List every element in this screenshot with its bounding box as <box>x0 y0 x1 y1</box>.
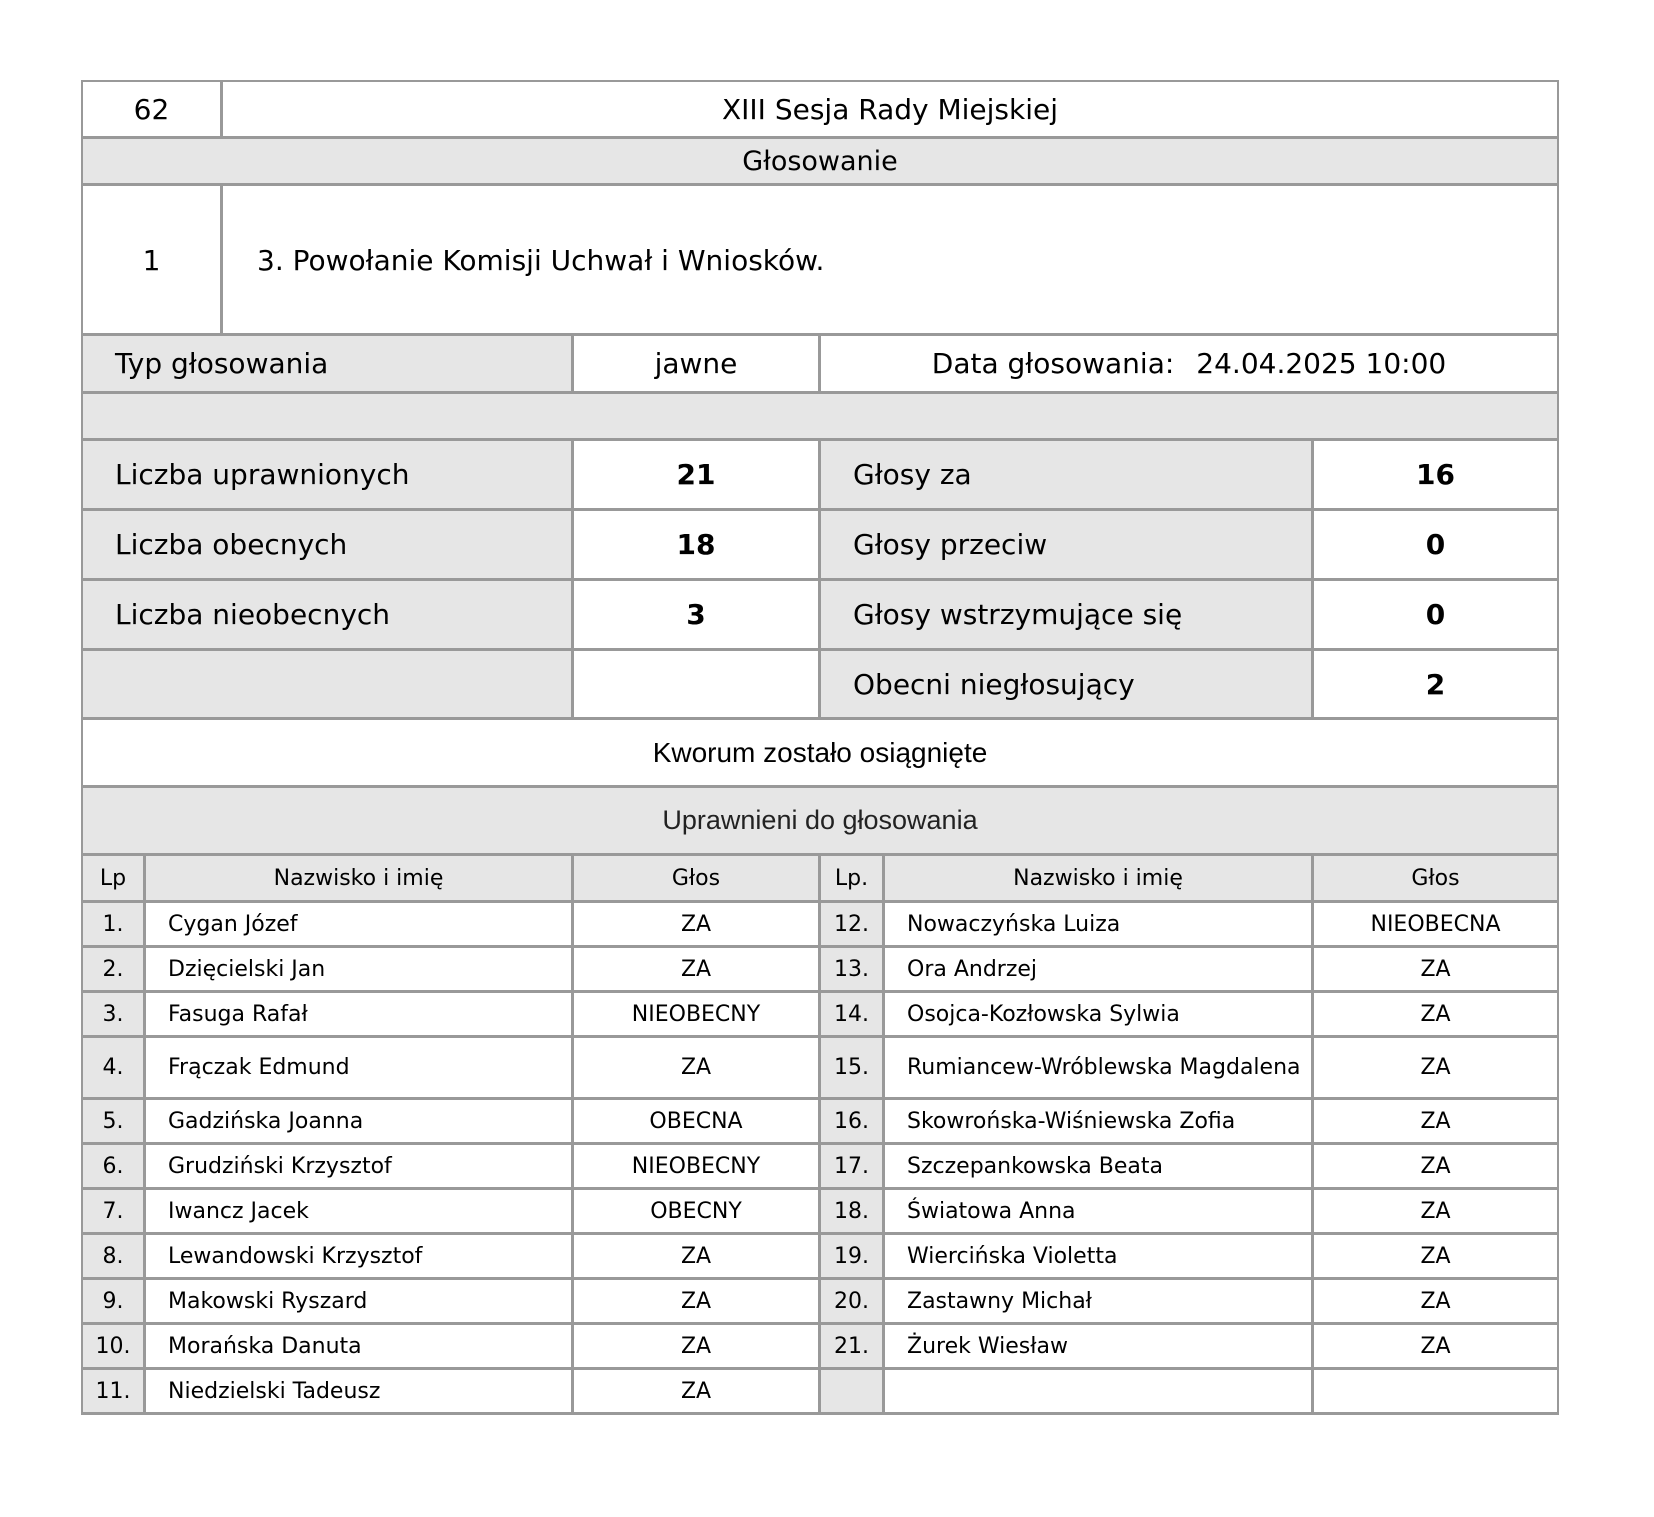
column-name-right: Nazwisko i imię <box>885 856 1314 900</box>
vote-name-right: Skowrońska-Wiśniewska Zofia <box>885 1100 1314 1142</box>
empty-value-cell <box>574 651 821 717</box>
present-value: 18 <box>574 511 821 578</box>
vote-value-right: ZA <box>1420 1198 1451 1224</box>
vote-lp-left: 3. <box>83 993 146 1035</box>
vote-lp-right: 19. <box>821 1235 885 1277</box>
vote-date-value: 24.04.2025 10:00 <box>1196 347 1447 380</box>
eligible-title: Uprawnieni do głosowania <box>662 805 978 835</box>
abstain-label: Głosy wstrzymujące się <box>821 581 1314 648</box>
vote-value-right: ZA <box>1420 1333 1451 1359</box>
table-row <box>81 1280 1559 1325</box>
voting-record-sheet <box>81 80 1559 1415</box>
votes-header-row <box>81 856 1559 903</box>
vote-lp-right: 21. <box>821 1325 885 1367</box>
against-label: Głosy przeciw <box>821 511 1314 578</box>
vote-name-right: Rumiancew-Wróblewska Magdalena <box>885 1038 1314 1097</box>
stats-row-2 <box>81 511 1559 581</box>
vote-lp-left: 6. <box>83 1145 146 1187</box>
eligible-label: Liczba uprawnionych <box>83 441 574 508</box>
vote-name-left: Frączak Edmund <box>146 1038 574 1097</box>
vote-lp-right <box>821 1370 885 1412</box>
vote-value-right: ZA <box>1420 1108 1451 1134</box>
vote-value-left: NIEOBECNY <box>574 993 821 1035</box>
stats-row-4 <box>81 651 1559 720</box>
vote-value-right: ZA <box>1420 1288 1451 1314</box>
table-row <box>81 1038 1559 1100</box>
votes-list <box>81 903 1559 1415</box>
vote-value-left: ZA <box>574 903 821 945</box>
vote-lp-left: 10. <box>83 1325 146 1367</box>
vote-lp-right: 18. <box>821 1190 885 1232</box>
session-number: 62 <box>83 82 223 136</box>
item-title: 3. Powołanie Komisji Uchwał i Wniosków. <box>257 244 825 277</box>
vote-name-left: Niedzielski Tadeusz <box>146 1370 574 1412</box>
vote-name-right <box>885 1370 1314 1412</box>
table-row <box>81 1190 1559 1235</box>
vote-lp-right: 14. <box>821 993 885 1035</box>
vote-value-right: ZA <box>1420 1153 1451 1179</box>
table-row <box>81 1325 1559 1370</box>
column-name-left: Nazwisko i imię <box>146 856 574 900</box>
against-value: 0 <box>1425 528 1446 561</box>
vote-type-label: Typ głosowania <box>83 336 574 391</box>
nonvoting-label: Obecni niegłosujący <box>821 651 1314 717</box>
stats-row-3 <box>81 581 1559 651</box>
vote-name-right: Zastawny Michał <box>885 1280 1314 1322</box>
vote-lp-left: 2. <box>83 948 146 990</box>
vote-lp-left: 4. <box>83 1038 146 1097</box>
vote-lp-right: 12. <box>821 903 885 945</box>
vote-lp-right: 16. <box>821 1100 885 1142</box>
absent-value: 3 <box>574 581 821 648</box>
for-label: Głosy za <box>821 441 1314 508</box>
present-label: Liczba obecnych <box>83 511 574 578</box>
vote-name-left: Morańska Danuta <box>146 1325 574 1367</box>
vote-lp-left: 1. <box>83 903 146 945</box>
vote-value-right: ZA <box>1420 1243 1451 1269</box>
abstain-value: 0 <box>1425 598 1446 631</box>
vote-name-right: Ora Andrzej <box>885 948 1314 990</box>
vote-value-right: ZA <box>1420 1055 1451 1080</box>
vote-value-left: OBECNY <box>574 1190 821 1232</box>
vote-value-left: ZA <box>574 1370 821 1412</box>
spacer-cell <box>83 394 1557 438</box>
session-title: XIII Sesja Rady Miejskiej <box>721 92 1059 126</box>
item-number: 1 <box>83 186 223 333</box>
section-title: Głosowanie <box>742 145 898 177</box>
vote-name-left: Gadzińska Joanna <box>146 1100 574 1142</box>
vote-lp-left: 11. <box>83 1370 146 1412</box>
table-row <box>81 903 1559 948</box>
vote-lp-left: 8. <box>83 1235 146 1277</box>
vote-name-left: Dzięcielski Jan <box>146 948 574 990</box>
vote-value-left: ZA <box>574 1280 821 1322</box>
vote-value-left: ZA <box>574 948 821 990</box>
vote-lp-left: 7. <box>83 1190 146 1232</box>
vote-value-left: ZA <box>574 1325 821 1367</box>
vote-name-left: Fasuga Rafał <box>146 993 574 1035</box>
column-vote-left: Głos <box>574 856 821 900</box>
vote-value-left: NIEOBECNY <box>574 1145 821 1187</box>
column-lp-right: Lp. <box>821 856 885 900</box>
column-vote-right: Głos <box>1411 865 1460 891</box>
vote-name-left: Lewandowski Krzysztof <box>146 1235 574 1277</box>
table-row <box>81 948 1559 993</box>
vote-name-right: Nowaczyńska Luiza <box>885 903 1314 945</box>
vote-type-row <box>81 336 1559 394</box>
vote-type-value: jawne <box>574 336 821 391</box>
vote-lp-left: 9. <box>83 1280 146 1322</box>
table-row <box>81 1235 1559 1280</box>
for-value: 16 <box>1416 458 1455 491</box>
header-row <box>81 80 1559 139</box>
vote-name-right: Szczepankowska Beata <box>885 1145 1314 1187</box>
section-title-row <box>81 139 1559 186</box>
table-row <box>81 1145 1559 1190</box>
vote-lp-left: 5. <box>83 1100 146 1142</box>
stats-row-1 <box>81 441 1559 511</box>
vote-value-right: NIEOBECNA <box>1370 911 1501 937</box>
vote-value-right: ZA <box>1420 1001 1451 1027</box>
absent-label: Liczba nieobecnych <box>83 581 574 648</box>
nonvoting-value: 2 <box>1425 667 1446 701</box>
eligible-title-row <box>81 788 1559 856</box>
vote-name-left: Iwancz Jacek <box>146 1190 574 1232</box>
agenda-item-row <box>81 186 1559 336</box>
table-row <box>81 993 1559 1038</box>
vote-date <box>821 336 1557 391</box>
vote-lp-right: 13. <box>821 948 885 990</box>
vote-value-right: ZA <box>1420 956 1451 982</box>
vote-name-right: Osojca-Kozłowska Sylwia <box>885 993 1314 1035</box>
vote-name-left: Grudziński Krzysztof <box>146 1145 574 1187</box>
vote-value-left: ZA <box>574 1235 821 1277</box>
vote-value-right <box>1314 1370 1557 1412</box>
vote-name-left: Cygan Józef <box>146 903 574 945</box>
vote-name-right: Wiercińska Violetta <box>885 1235 1314 1277</box>
column-lp-left: Lp <box>83 856 146 900</box>
vote-value-left: OBECNA <box>574 1100 821 1142</box>
vote-lp-right: 17. <box>821 1145 885 1187</box>
vote-name-left: Makowski Ryszard <box>146 1280 574 1322</box>
vote-name-right: Światowa Anna <box>885 1190 1314 1232</box>
table-row <box>81 1370 1559 1415</box>
vote-lp-right: 20. <box>821 1280 885 1322</box>
vote-date-label: Data głosowania: <box>931 347 1175 380</box>
quorum-row <box>81 720 1559 788</box>
vote-lp-right: 15. <box>821 1038 885 1097</box>
quorum-status: Kworum zostało osiągnięte <box>652 736 988 768</box>
eligible-value: 21 <box>574 441 821 508</box>
empty-label-cell <box>83 651 574 717</box>
table-row <box>81 1100 1559 1145</box>
vote-name-right: Żurek Wiesław <box>885 1325 1314 1367</box>
spacer-row <box>81 394 1559 441</box>
vote-value-left: ZA <box>574 1038 821 1097</box>
